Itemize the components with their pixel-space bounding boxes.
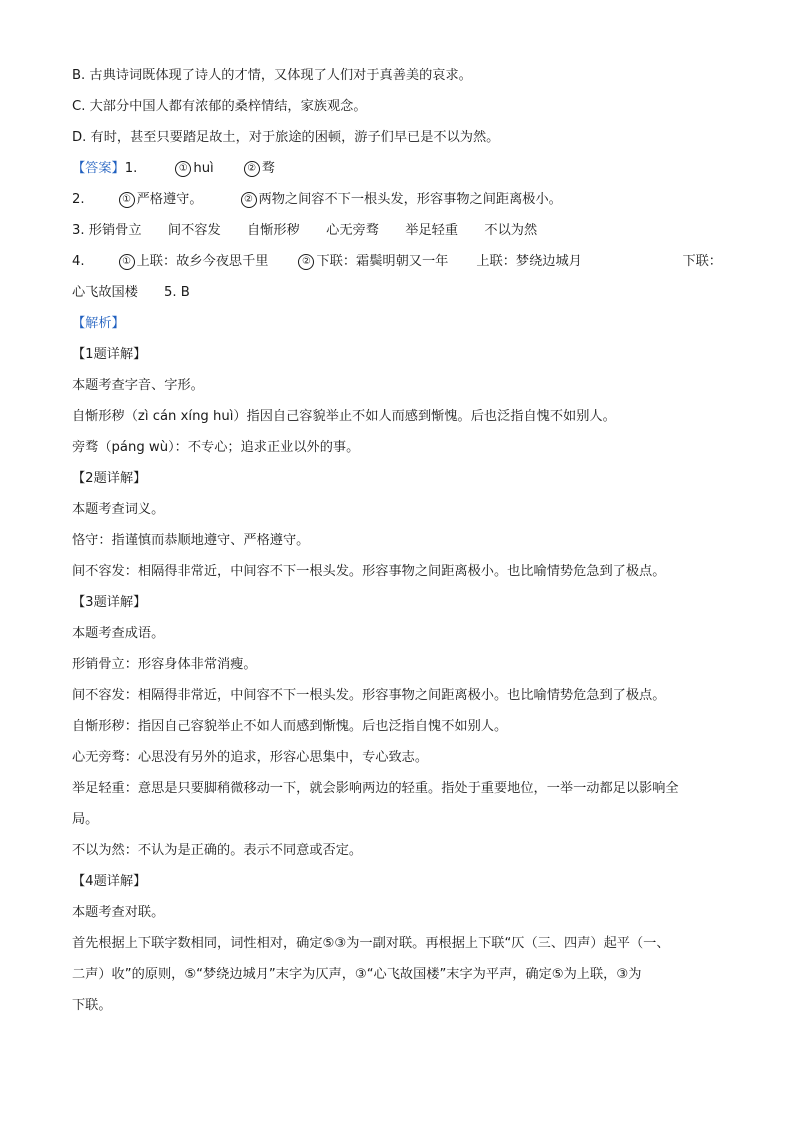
circled-number-icon: ② [298,254,314,270]
q1-number: 1. [124,161,138,176]
q4-answer-c: 上联：梦绕边城月 [476,254,582,269]
q5-answer: 5. B [163,285,190,300]
circled-number-icon: ① [119,192,135,208]
option-b: B. 古典诗词既体现了诗人的才情，又体现了人们对于真善美的哀求。 [72,68,472,83]
q4-answer-b: 下联：霜鬓明朝又一年 [316,254,449,269]
answer-line-3: 3. 形销骨立 间不容发 自惭形秽 心无旁骛 举足轻重 不以为然 [72,223,538,238]
section-2-heading: 【2题详解】 [72,471,147,486]
q4-answer-d-cont: 心飞故国楼 [72,285,138,300]
document-page [72,60,722,1021]
q2-number: 2. [72,192,85,207]
analysis-label: 【解析】 [72,316,125,331]
q2-answer-b: 两物之间容不下一根头发，形容事物之间距离极小。 [258,192,562,207]
section-2-intro: 本题考查词义。 [72,502,165,517]
q4-answer-d: 下联： [682,254,722,269]
section-4-heading: 【4题详解】 [72,874,147,889]
section-1-line: 旁骛（páng wù）：不专心；追求正业以外的事。 [72,440,360,455]
section-1-intro: 本题考查字音、字形。 [72,378,204,393]
section-4-line: 首先根据上下联字数相同，词性相对，确定⑤③为一副对联。再根据上下联“仄（三、四声）起平（一、 [72,936,670,951]
option-c: C. 大部分中国人都有浓郁的桑梓情结，家族观念。 [72,99,367,114]
section-3-line: 自惭形秽：指因自己容貌举止不如人而感到惭愧。后也泛指自愧不如别人。 [72,719,508,734]
q1-answer-a: huì [193,161,214,176]
section-3-line: 举足轻重：意思是只要脚稍微移动一下，就会影响两边的轻重。指处于重要地位，一举一动都足以影响全 [72,781,679,796]
circled-number-icon: ① [175,161,191,177]
section-4-line: 下联。 [72,998,112,1013]
section-3-line: 间不容发：相隔得非常近，中间容不下一根头发。形容事物之间距离极小。也比喻情势危急到了极点。 [72,688,666,703]
q4-answer-a: 上联：故乡今夜思千里 [136,254,269,269]
section-2-line: 间不容发：相隔得非常近，中间容不下一根头发。形容事物之间距离极小。也比喻情势危急到了极点。 [72,564,666,579]
circled-number-icon: ② [241,192,257,208]
circled-number-icon: ① [119,254,135,270]
section-3-heading: 【3题详解】 [72,595,147,610]
section-3-line: 心无旁骛：心思没有另外的追求，形容心思集中，专心致志。 [72,750,429,765]
q1-answer-b: 骛 [261,161,275,176]
section-4-intro: 本题考查对联。 [72,905,165,920]
section-3-intro: 本题考查成语。 [72,626,165,641]
answer-line-5 [72,277,722,308]
answer-label: 【答案】 [72,161,125,176]
circled-number-icon: ② [244,161,260,177]
q2-answer-a: 严格遵守。 [136,192,203,207]
section-1-line: 自惭形秽（zì cán xíng huì）指因自己容貌举止不如人而感到惭愧。后也泛指自愧不如别人。 [72,409,616,424]
answer-line-1 [72,153,722,184]
section-2-line: 恪守：指谨慎而恭顺地遵守、严格遵守。 [72,533,310,548]
section-1-heading: 【1题详解】 [72,347,147,362]
answer-line-4 [72,246,722,277]
section-3-line: 不以为然：不认为是正确的。表示不同意或否定。 [72,843,363,858]
section-4-line: 二声）收”的原则，⑤“梦绕边城月”末字为仄声，③“心飞故国楼”末字为平声，确定⑤为上联，③为 [72,967,642,982]
q4-number: 4. [72,254,85,269]
section-3-line: 局。 [72,812,99,827]
option-d: D. 有时，甚至只要踏足故土，对于旅途的困顿，游子们早已是不以为然。 [72,130,500,145]
section-3-line: 形销骨立：形容身体非常消瘦。 [72,657,257,672]
answer-line-2 [72,184,722,215]
